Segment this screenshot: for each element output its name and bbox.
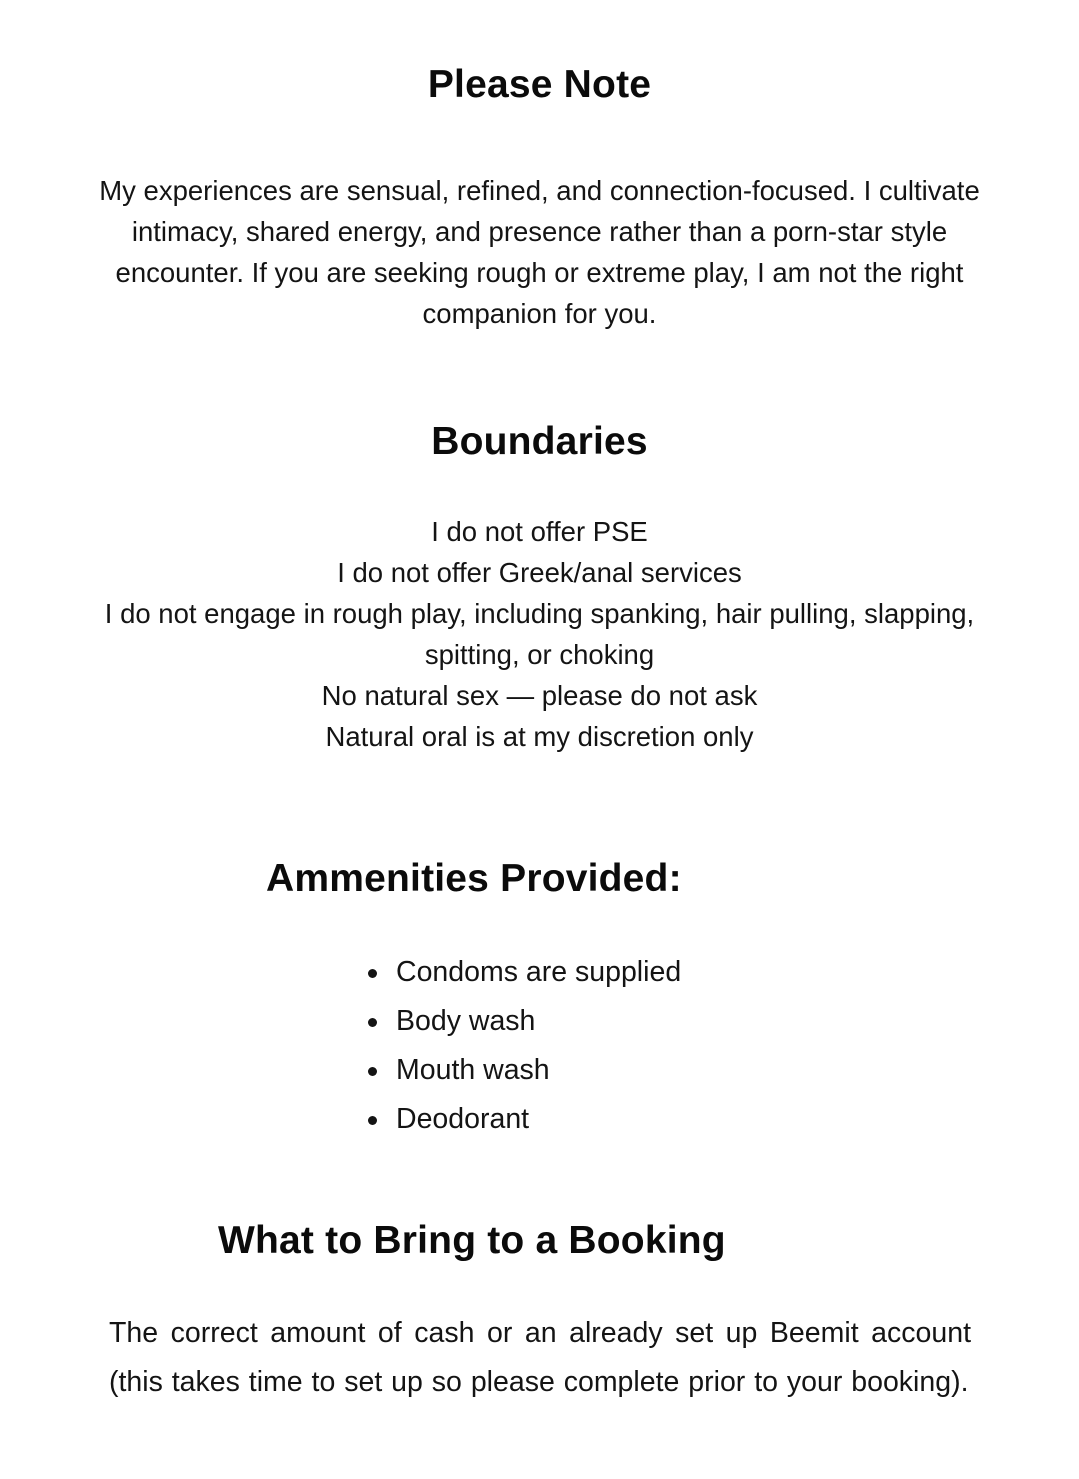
boundary-item: I do not engage in rough play, including spanking, hair pulling, slapping, spitting, or choking	[104, 598, 975, 670]
amenity-item	[366, 997, 681, 1046]
amenity-item	[366, 948, 681, 997]
amenity-label: Mouth wash	[396, 1054, 550, 1086]
please-note-paragraph: My experiences are sensual, refined, and connection-focused. I cultivate intimacy, shared energy, and presence rather than a porn-star style encounter. If you are seeking rough or extreme play, I am not the right companion for you.	[99, 175, 980, 329]
boundary-item: I do not offer Greek/anal services	[337, 557, 742, 588]
what-to-bring-paragraph: The correct amount of cash or an already set up Beemit account (this takes time to set up so please complete prior to your booking).	[109, 1317, 971, 1398]
what-to-bring-heading: What to Bring to a Booking	[218, 1219, 726, 1262]
amenities-list	[366, 948, 681, 1144]
boundary-item: Natural oral is at my discretion only	[325, 721, 754, 752]
amenity-item	[366, 1095, 681, 1144]
amenity-item	[366, 1046, 681, 1095]
amenities-heading: Ammenities Provided:	[266, 857, 682, 900]
bullet-icon	[368, 1067, 377, 1076]
boundaries-heading: Boundaries	[431, 420, 648, 463]
bullet-icon	[368, 1116, 377, 1125]
amenity-label: Condoms are supplied	[396, 956, 682, 988]
boundary-item: No natural sex — please do not ask	[321, 680, 758, 711]
amenity-label: Body wash	[396, 1005, 536, 1037]
bullet-icon	[368, 1018, 377, 1027]
boundaries-list	[95, 511, 984, 757]
amenity-label: Deodorant	[396, 1103, 530, 1135]
please-note-heading: Please Note	[427, 63, 652, 106]
boundary-item: I do not offer PSE	[431, 516, 648, 547]
bullet-icon	[368, 969, 377, 978]
